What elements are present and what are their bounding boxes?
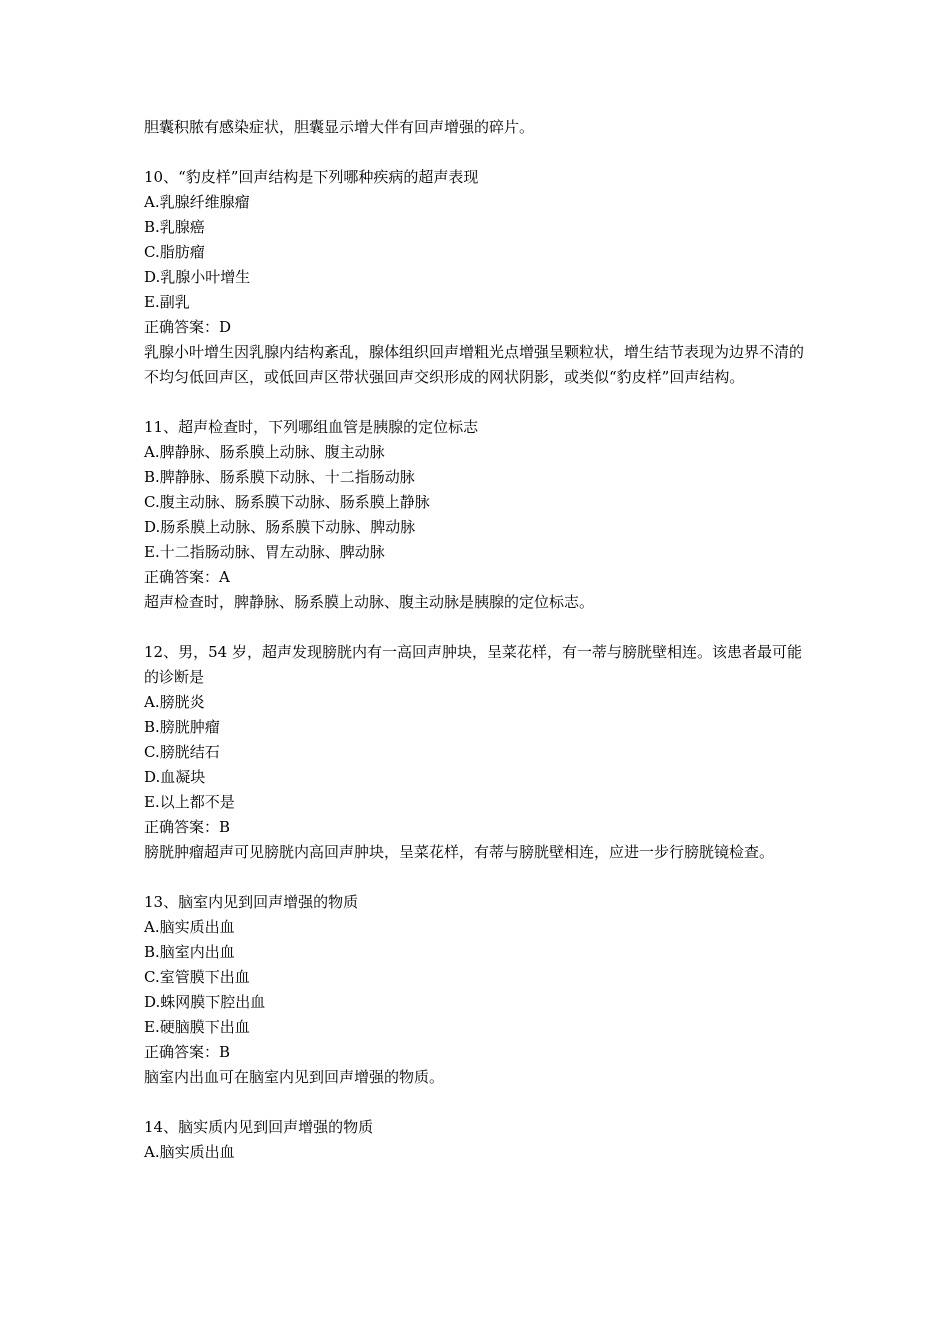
option-b: B.膀胱肿瘤 (144, 718, 220, 736)
option-a: A.膀胱炎 (144, 693, 205, 711)
option-a: A.乳腺纤维腺瘤 (144, 193, 250, 211)
option-e: E.副乳 (144, 293, 190, 311)
correct-answer: 正确答案：A (144, 568, 230, 586)
option-d: D.血凝块 (144, 768, 206, 786)
option-b: B.脑室内出血 (144, 943, 235, 961)
document-body (144, 115, 812, 1165)
question-13 (144, 890, 812, 1090)
option-d: D.蛛网膜下腔出血 (144, 993, 266, 1011)
question-stem: 12、男，54 岁，超声发现膀胱内有一高回声肿块，呈菜花样，有一蒂与膀胱壁相连。该患者最可能的诊断是 (144, 643, 802, 686)
option-d: D.肠系膜上动脉、肠系膜下动脉、脾动脉 (144, 518, 416, 536)
correct-answer: 正确答案：D (144, 318, 232, 336)
option-a: A.脾静脉、肠系膜上动脉、腹主动脉 (144, 443, 385, 461)
option-e: E.硬脑膜下出血 (144, 1018, 250, 1036)
option-a: A.脑实质出血 (144, 1143, 235, 1161)
question-stem: 11、超声检查时，下列哪组血管是胰腺的定位标志 (144, 418, 479, 436)
option-d: D.乳腺小叶增生 (144, 268, 251, 286)
correct-answer: 正确答案：B (144, 818, 231, 836)
answer-explanation: 膀胱肿瘤超声可见膀胱内高回声肿块，呈菜花样，有蒂与膀胱壁相连，应进一步行膀胱镜检查。 (144, 843, 775, 861)
option-e: E.十二指肠动脉、胃左动脉、脾动脉 (144, 543, 385, 561)
question-10 (144, 165, 812, 390)
option-c: C.脂肪瘤 (144, 243, 205, 261)
question-stem: 14、脑实质内见到回声增强的物质 (144, 1118, 374, 1136)
answer-explanation: 乳腺小叶增生因乳腺内结构紊乱，腺体组织回声增粗光点增强呈颗粒状，增生结节表现为边界不清的不均匀低回声区，或低回声区带状强回声交织形成的网状阴影，或类似“豹皮样”回声结构。 (144, 343, 805, 386)
option-b: B.脾静脉、肠系膜下动脉、十二指肠动脉 (144, 468, 415, 486)
lead-paragraph (144, 115, 812, 140)
answer-explanation: 超声检查时，脾静脉、肠系膜上动脉、腹主动脉是胰腺的定位标志。 (144, 593, 595, 611)
question-stem: 13、脑室内见到回声增强的物质 (144, 893, 359, 911)
correct-answer: 正确答案：B (144, 1043, 231, 1061)
question-14 (144, 1115, 812, 1165)
option-b: B.乳腺癌 (144, 218, 205, 236)
option-c: C.腹主动脉、肠系膜下动脉、肠系膜上静脉 (144, 493, 430, 511)
question-12 (144, 640, 812, 865)
option-a: A.脑实质出血 (144, 918, 235, 936)
option-c: C.膀胱结石 (144, 743, 220, 761)
option-e: E.以上都不是 (144, 793, 235, 811)
option-c: C.室管膜下出血 (144, 968, 250, 986)
question-11 (144, 415, 812, 615)
lead-text: 胆囊积脓有感染症状，胆囊显示增大伴有回声增强的碎片。 (144, 118, 535, 136)
answer-explanation: 脑室内出血可在脑室内见到回声增强的物质。 (144, 1068, 445, 1086)
question-stem: 10、“豹皮样”回声结构是下列哪种疾病的超声表现 (144, 168, 479, 186)
